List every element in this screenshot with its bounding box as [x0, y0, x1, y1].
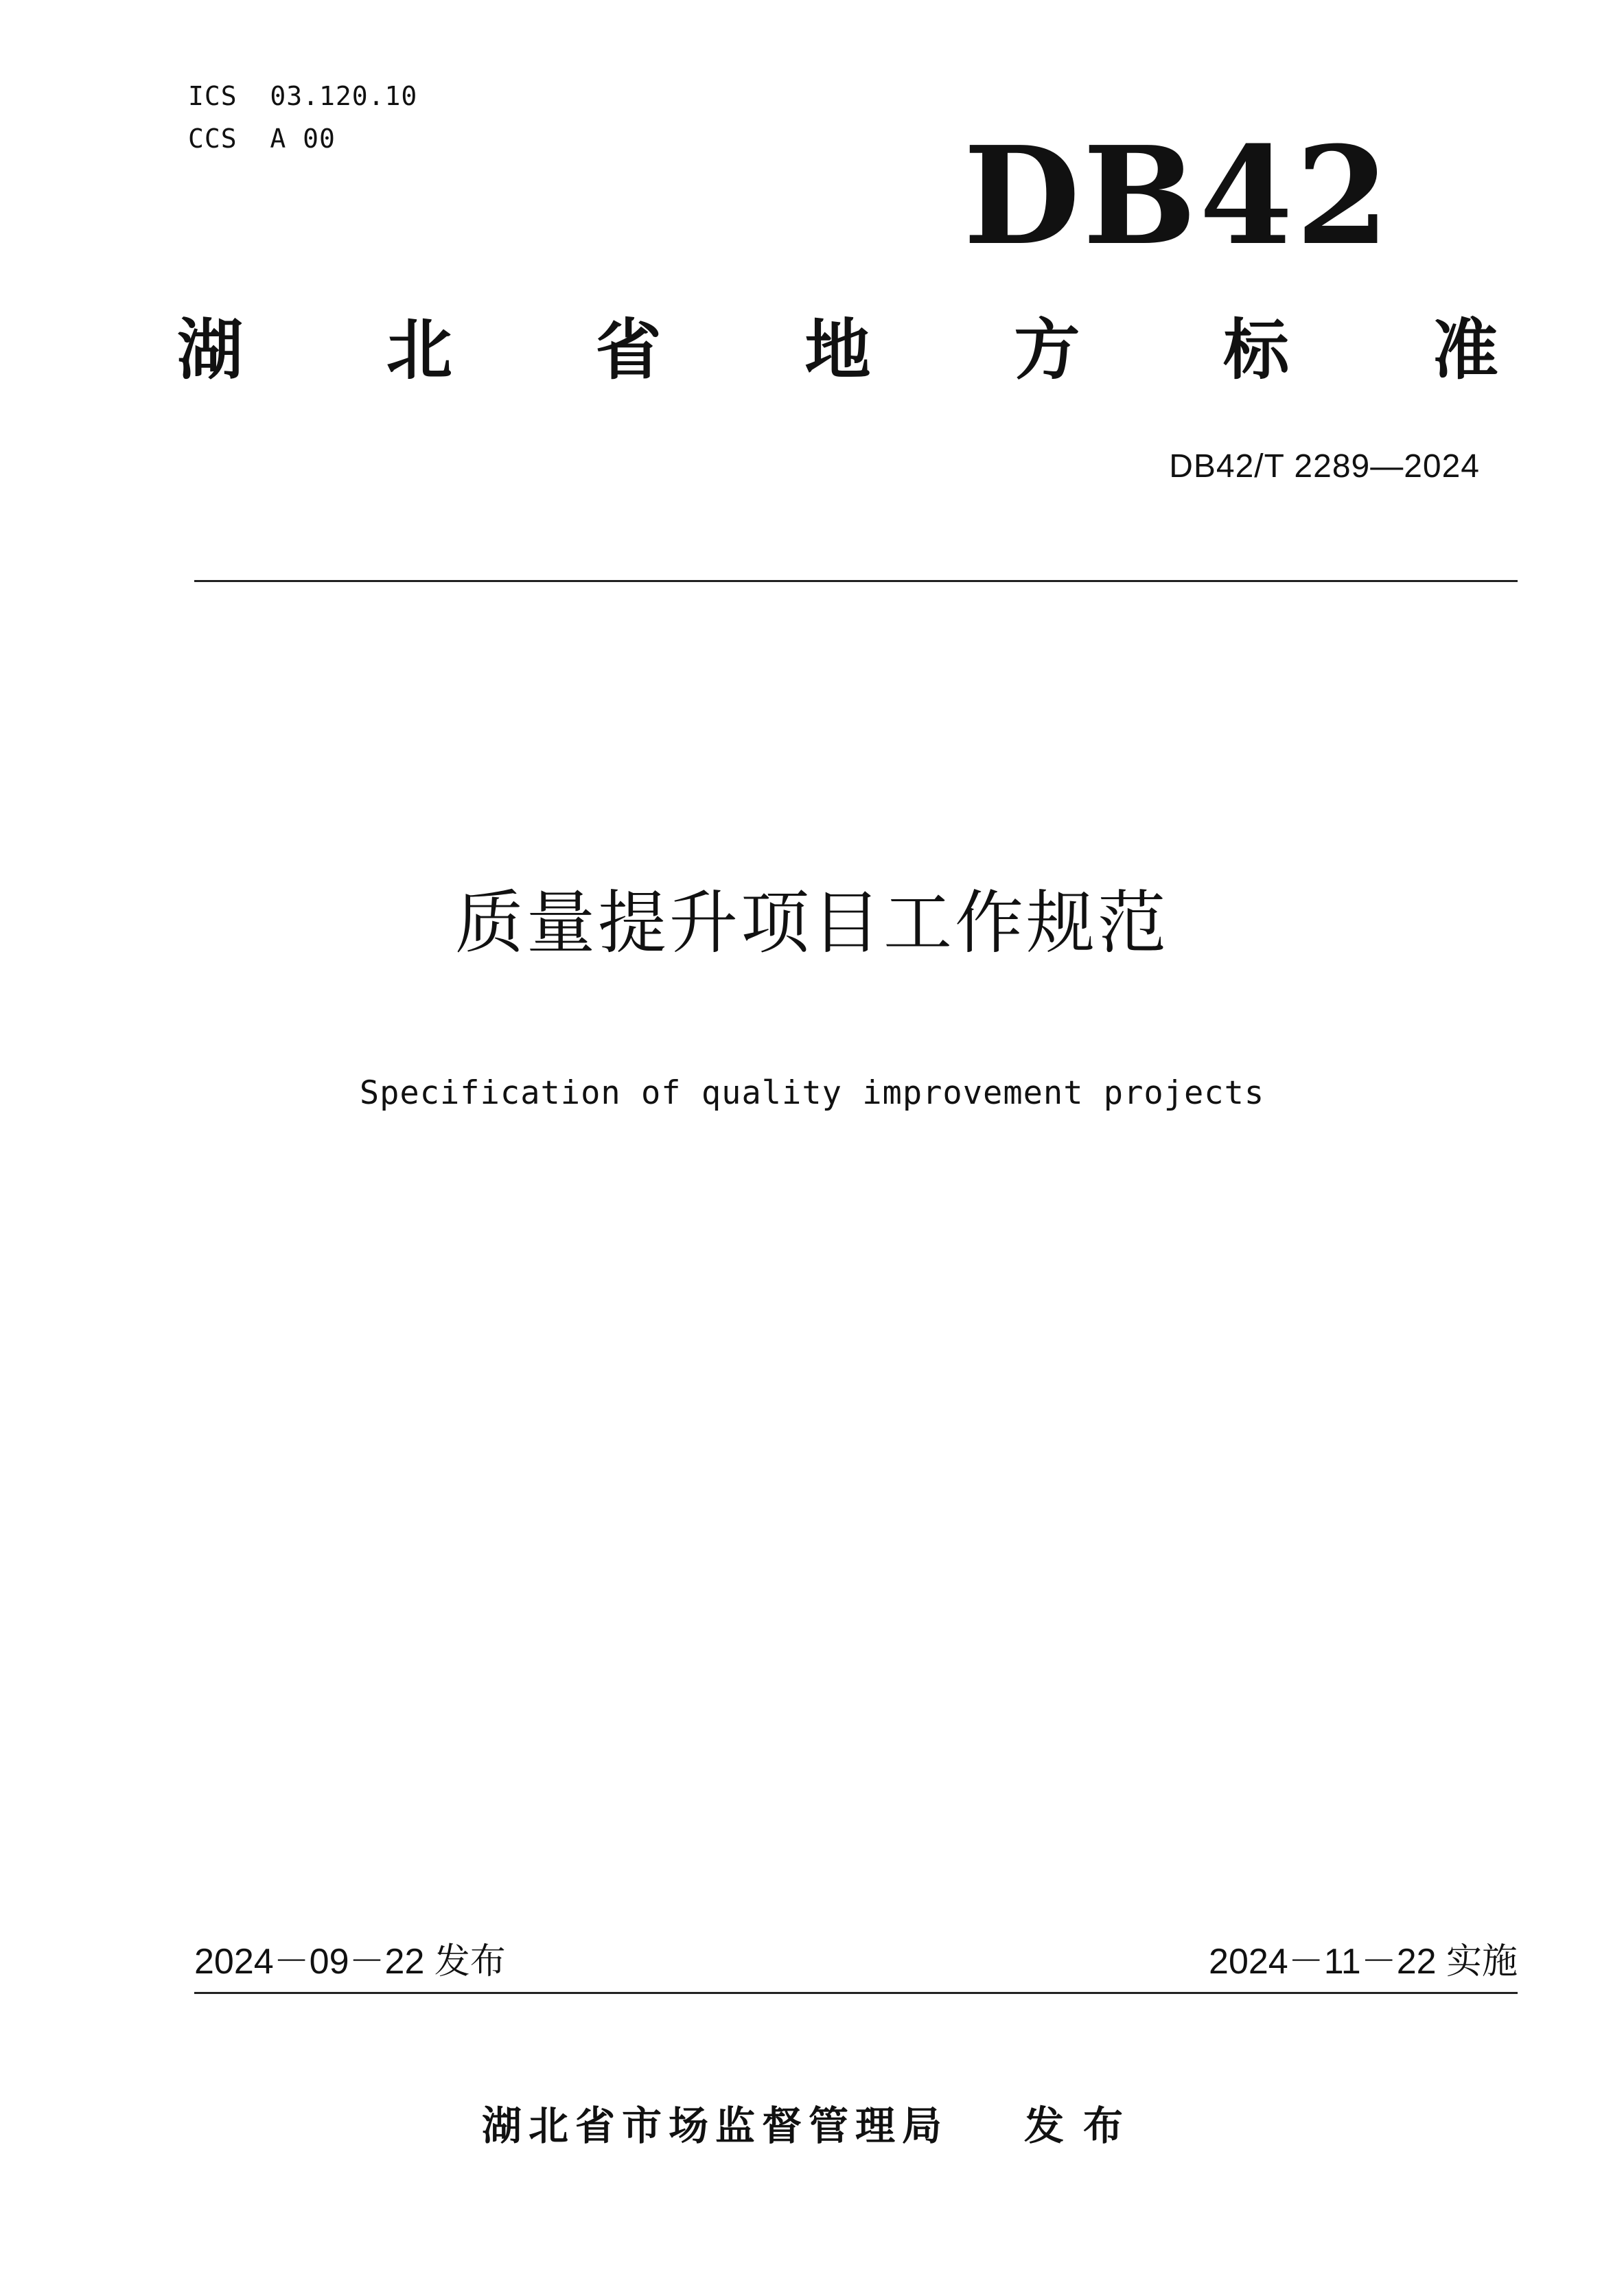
bottom-divider [194, 1992, 1518, 1994]
top-divider [194, 580, 1518, 582]
english-title: Specification of quality improvement projects [359, 1074, 1265, 1112]
issue-date: 2024－09－22 发布 [194, 1942, 506, 1982]
issuer-name: 湖北省市场监督管理局 [481, 2102, 949, 2149]
standard-type-char: 省 [595, 312, 662, 389]
standard-type-char: 方 [1014, 312, 1080, 389]
standard-type-char: 标 [1223, 312, 1290, 389]
standard-type-char: 准 [1432, 312, 1498, 389]
standard-type-char: 地 [804, 312, 871, 389]
ics-code: ICS 03.120.10 [188, 81, 418, 111]
ccs-code: CCS A 00 [188, 124, 336, 154]
db42-logo: DB42 [963, 117, 1392, 275]
implementation-date: 2024－11－22 实施 [1209, 1942, 1518, 1982]
standard-type-char: 北 [386, 312, 452, 389]
standard-type-heading [177, 312, 1498, 389]
standard-number: DB42/T 2289—2024 [1169, 448, 1480, 485]
issuer-line [0, 2102, 1624, 2149]
standard-type-char: 湖 [177, 312, 243, 389]
issuer-verb: 发布 [1024, 2102, 1143, 2149]
chinese-title: 质量提升项目工作规范 [455, 883, 1169, 963]
